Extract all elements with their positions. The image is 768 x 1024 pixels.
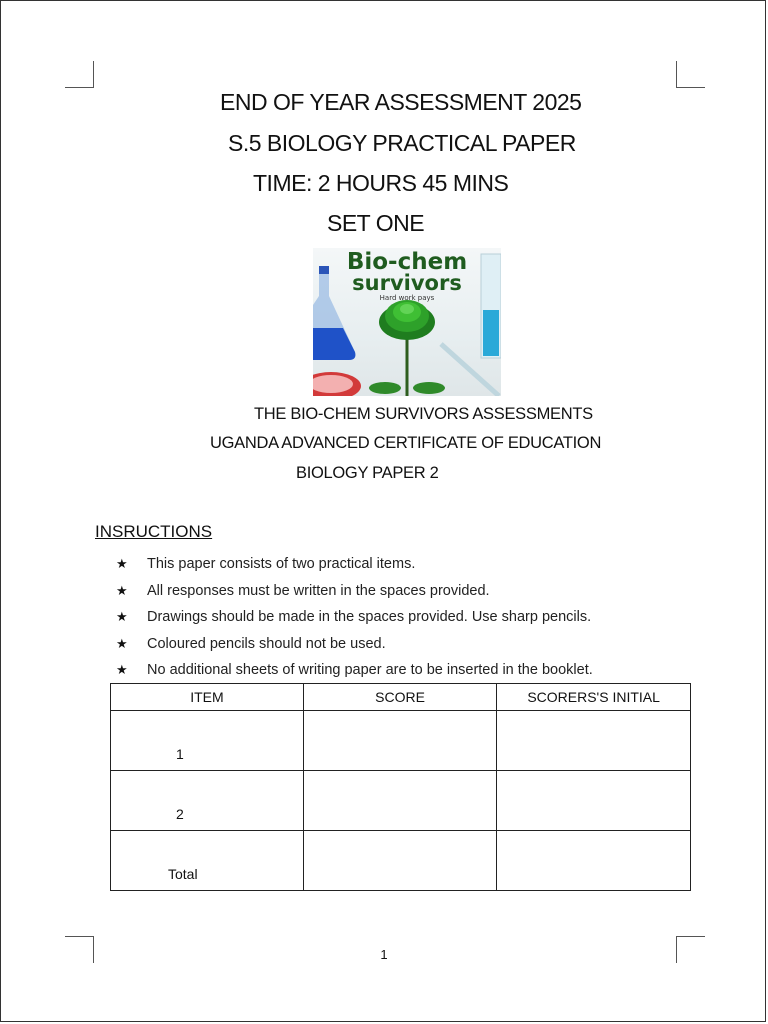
star-icon: ★ xyxy=(116,556,128,572)
star-icon: ★ xyxy=(116,582,128,598)
table-row xyxy=(111,711,691,771)
instruction-item xyxy=(116,631,593,658)
instruction-item xyxy=(116,551,593,578)
header-initial: SCORERS'S INITIAL xyxy=(497,684,691,711)
table-row xyxy=(111,771,691,831)
paper-name: BIOLOGY PAPER 2 xyxy=(296,464,439,482)
row-item-label: 1 xyxy=(111,711,304,771)
crop-mark-top-right xyxy=(676,61,705,88)
instruction-text: Drawings should be made in the spaces provided. Use sharp pencils. xyxy=(147,609,592,626)
instructions-heading: INSRUCTIONS xyxy=(95,522,213,541)
star-icon: ★ xyxy=(116,609,128,625)
score-cell[interactable] xyxy=(303,831,496,891)
set-label: SET ONE xyxy=(327,210,425,236)
header-score: SCORE xyxy=(303,684,496,711)
logo-tagline: Hard work pays xyxy=(379,294,435,302)
initial-cell[interactable] xyxy=(497,711,691,771)
instruction-item xyxy=(116,657,593,684)
table-row xyxy=(111,831,691,891)
page-number: 1 xyxy=(380,947,388,962)
score-table-header xyxy=(111,684,691,711)
header-item: ITEM xyxy=(111,684,304,711)
score-cell[interactable] xyxy=(303,711,496,771)
exam-title: END OF YEAR ASSESSMENT 2025 xyxy=(220,89,582,115)
score-cell[interactable] xyxy=(303,771,496,831)
instruction-text: Coloured pencils should not be used. xyxy=(147,635,386,652)
instructions-list xyxy=(116,551,593,684)
row-item-label: 2 xyxy=(111,771,304,831)
score-table xyxy=(110,683,691,891)
row-item-label: Total xyxy=(111,831,304,891)
instruction-text: All responses must be written in the spaces provided. xyxy=(147,582,490,599)
logo-title-line2: survivors xyxy=(352,271,462,295)
star-icon: ★ xyxy=(116,662,128,678)
instruction-text: No additional sheets of writing paper are to be inserted in the booklet. xyxy=(147,662,593,679)
paper-title: S.5 BIOLOGY PRACTICAL PAPER xyxy=(228,130,576,156)
star-icon: ★ xyxy=(116,635,128,651)
crop-mark-top-left xyxy=(65,61,94,88)
time-allowed: TIME: 2 HOURS 45 MINS xyxy=(253,170,509,196)
instruction-item xyxy=(116,578,593,605)
certificate-name: UGANDA ADVANCED CERTIFICATE OF EDUCATION xyxy=(210,434,602,452)
initial-cell[interactable] xyxy=(497,831,691,891)
assessment-body: THE BIO-CHEM SURVIVORS ASSESSMENTS xyxy=(254,405,593,423)
instruction-text: This paper consists of two practical items. xyxy=(147,556,416,573)
instruction-item xyxy=(116,604,593,631)
logo-title-line1: Bio-chem xyxy=(346,249,468,275)
bio-chem-survivors-logo xyxy=(313,248,501,396)
initial-cell[interactable] xyxy=(497,771,691,831)
